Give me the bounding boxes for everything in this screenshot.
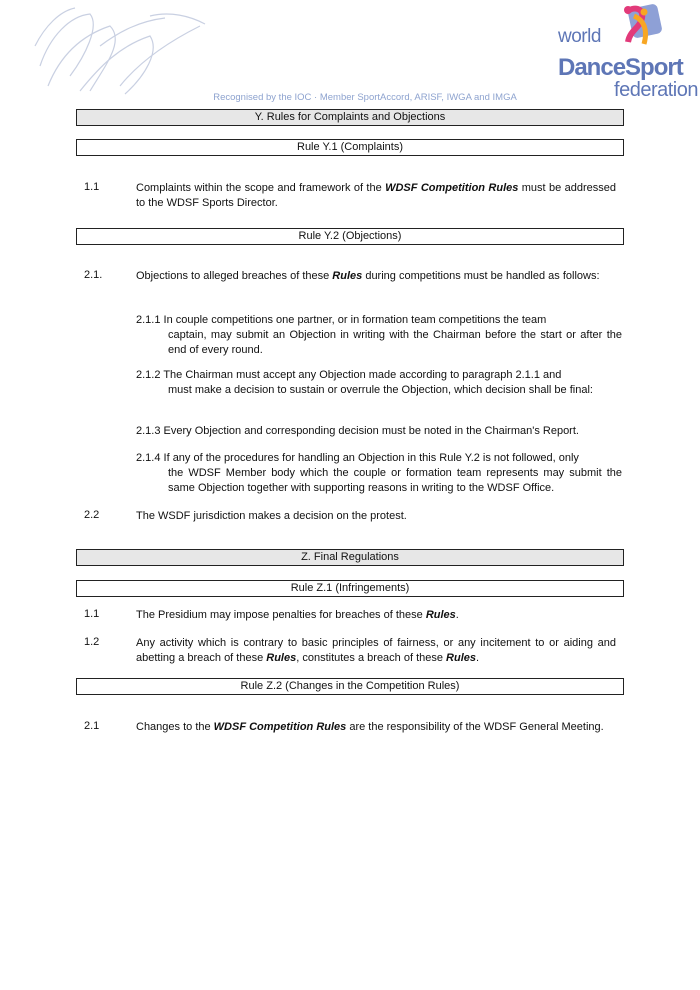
para-number: 1.1: [84, 181, 100, 193]
section-y-heading: Y. Rules for Complaints and Objections: [76, 109, 624, 126]
rule-z2-para-2-1: Changes to the WDSF Competition Rules are the responsibility of the WDSF General Meeting.: [136, 721, 604, 733]
page-header: [0, 0, 700, 105]
logo-word-federation: federation: [614, 79, 698, 101]
rule-y2-heading: Rule Y.2 (Objections): [76, 228, 624, 245]
rule-z1-para-1-2: Any activity which is contrary to basic principles of fairness, or any incitement to or aiding and abetting a breach of these Rules, constitutes a breach of these Rules.: [136, 637, 616, 664]
recognition-line: Recognised by the IOC · Member SportAccord, ARISF, IWGA and IMGA: [213, 92, 517, 103]
rule-z1-para-1-1: The Presidium may impose penalties for breaches of these Rules.: [136, 609, 459, 621]
wdsf-logo: [556, 2, 698, 102]
para-number: 1.1: [84, 608, 100, 620]
rule-z2-heading: Rule Z.2 (Changes in the Competition Rules): [76, 678, 624, 695]
para-number: 2.2: [84, 509, 100, 521]
rule-y1-para-1-1: Complaints within the scope and framework of the WDSF Competition Rules must be addressed to the WDSF Sports Director.: [136, 182, 616, 209]
rule-z1-heading: Rule Z.1 (Infringements): [76, 580, 624, 597]
para-number: 1.2: [84, 636, 100, 648]
rule-y2-subpara-2-1-2: 2.1.2 The Chairman must accept any Objection made according to paragraph 2.1.1 and must make a decision to sustain or overrule the Objection, which decision shall be final:: [136, 369, 593, 396]
rule-y1-heading: Rule Y.1 (Complaints): [76, 139, 624, 156]
rule-y2-para-2-2: The WSDF jurisdiction makes a decision on the protest.: [136, 510, 407, 522]
rule-y2-subpara-2-1-1: 2.1.1 In couple competitions one partner, or in formation team competitions the team captain, may submit an Objection in writing with the Chairman before the start or after the end of every round.: [136, 314, 622, 356]
logo-word-dancesport: DanceSport: [558, 54, 683, 81]
para-number: 2.1.: [84, 269, 103, 281]
section-z-heading: Z. Final Regulations: [76, 549, 624, 566]
logo-word-world: world: [558, 26, 601, 47]
dancer-figure-icon: [604, 2, 664, 52]
dancer-watermark-icon: [30, 6, 210, 96]
rule-y2-subpara-2-1-4: 2.1.4 If any of the procedures for handling an Objection in this Rule Y.2 is not followed, only the WDSF Member body which the couple or formation team represents may submit the same Objection together with supporting reasons in writing to the WDSF Office.: [136, 452, 622, 494]
rule-y2-subpara-2-1-3: 2.1.3 Every Objection and corresponding decision must be noted in the Chairman's Report.: [136, 425, 579, 437]
para-number: 2.1: [84, 720, 100, 732]
rule-y2-para-2-1: Objections to alleged breaches of these Rules during competitions must be handled as follows:: [136, 270, 600, 282]
